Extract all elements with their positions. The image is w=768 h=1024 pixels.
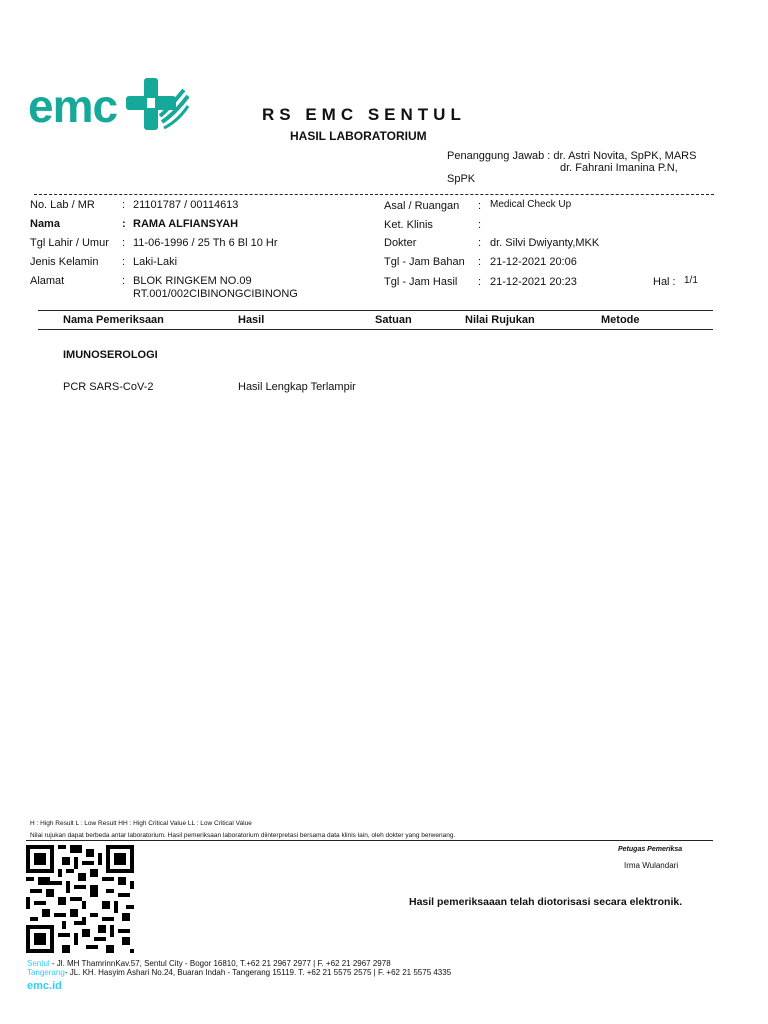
label-dokter: Dokter [384,237,417,249]
table-header-rule [38,329,713,330]
responsible-line-1: Penanggung Jawab : dr. Astri Novita, SpPK, MARS [447,150,697,162]
th-metode: Metode [601,314,640,326]
colon: : [122,275,126,287]
authorization-note: Hasil pemeriksaaan telah diotorisasi secara elektronik. [409,896,683,908]
branch-sentul-address: - Jl. MH ThamrinnKav.57, Sentul City - Bogor 16810, T.+62 21 2967 2977 | F. +62 21 2967 2978 [49,959,391,968]
colon: : [478,276,482,288]
address-sentul [27,959,391,968]
value-tgl-jam-bahan: 21-12-2021 20:06 [490,256,577,268]
colon: : [478,256,482,268]
label-tgl-lahir: Tgl Lahir / Umur [30,237,109,249]
label-alamat: Alamat [30,275,65,287]
branch-tangerang-address: - JL. KH. Hasyim Ashari No.24, Buaran Indah - Tangerang 15119. T. +62 21 5575 2575 | F. +62 21 5575 4335 [64,968,452,977]
section-title: IMUNOSEROLOGI [63,349,158,361]
colon: : [122,237,126,249]
value-tgl-lahir: 11-06-1996 / 25 Th 6 Bl 10 Hr [133,237,278,249]
logo-cross-icon [124,76,190,134]
branch-sentul: Sentul [27,959,50,968]
label-tgl-jam-hasil: Tgl - Jam Hasil [384,276,458,288]
logo-text: emc [28,80,118,132]
value-no-lab: 21101787 / 00114613 [133,199,239,211]
page-value: 1/1 [684,275,698,286]
colon: : [478,237,482,249]
hospital-title: RS EMC SENTUL [262,105,466,124]
website-link[interactable]: emc.id [27,980,62,992]
label-no-lab: No. Lab / MR [30,199,95,211]
qr-code-icon [26,845,134,953]
colon: : [478,219,482,231]
result-legend: H : High Result L : Low Result HH : High Critical Value LL : Low Critical Value [30,820,252,827]
responsible-line-3: SpPK [447,173,476,185]
th-nilai-rujukan: Nilai Rujukan [465,314,535,326]
value-nama: RAMA ALFIANSYAH [133,218,239,230]
officer-name: Irma Wulandari [624,861,679,870]
officer-label: Petugas Pemeriksa [618,846,683,853]
label-jenis-kelamin: Jenis Kelamin [30,256,99,268]
colon: : [122,218,126,230]
colon: : [122,256,126,268]
th-satuan: Satuan [375,314,412,326]
page-label: Hal : [653,276,676,288]
test-result: Hasil Lengkap Terlampir [238,381,356,393]
value-dokter: dr. Silvi Dwiyanty,MKK [490,237,600,249]
table-top-rule [38,310,713,311]
value-asal-ruangan: Medical Check Up [490,199,572,210]
header-divider [34,194,714,195]
th-hasil: Hasil [238,314,265,326]
th-nama-pemeriksaan: Nama Pemeriksaan [63,314,164,326]
branch-tangerang: Tangerang [27,968,65,977]
value-tgl-jam-hasil: 21-12-2021 20:23 [490,276,577,288]
colon: : [122,199,126,211]
report-title: HASIL LABORATORIUM [290,129,427,143]
label-nama: Nama [30,218,60,230]
address-tangerang [27,968,451,977]
responsible-line-2: dr. Fahrani Imanina P.N, [560,162,678,174]
value-alamat: BLOK RINGKEM NO.09 [133,275,252,287]
value-jenis-kelamin: Laki-Laki [133,256,178,268]
test-name: PCR SARS-CoV-2 [63,381,154,393]
colon: : [478,200,482,212]
value-alamat-line-2: RT.001/002CIBINONGCIBINONG [133,288,298,300]
label-asal-ruangan: Asal / Ruangan [384,200,460,212]
label-tgl-jam-bahan: Tgl - Jam Bahan [384,256,465,268]
reference-note: Nilai rujukan dapat berbeda antar laboratorium. Hasil pemeriksaan laboratorium diinterpretasi bersama data klinis lain, oleh dokter yang berwenang. [30,832,456,839]
label-ket-klinis: Ket. Klinis [384,219,433,231]
footer-rule [26,840,713,841]
